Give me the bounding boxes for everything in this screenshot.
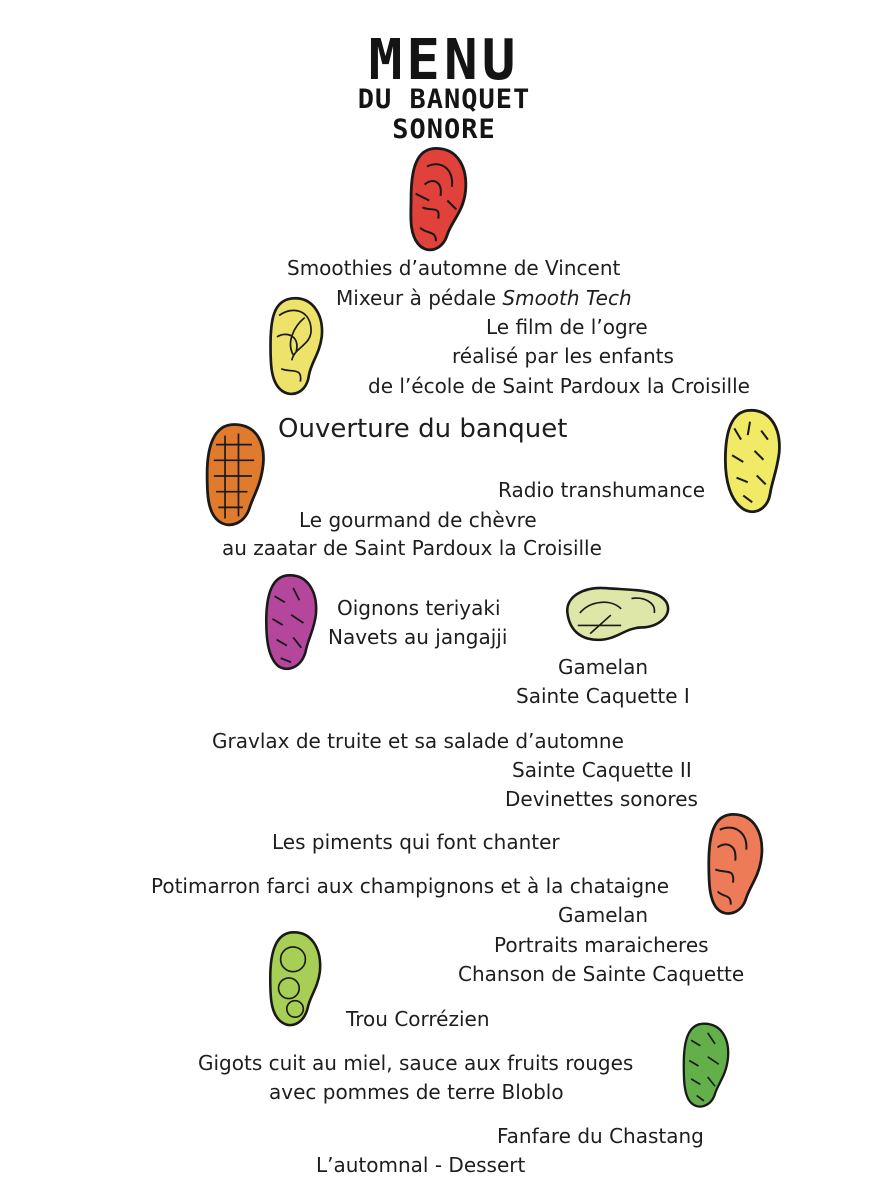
ear-shape xyxy=(725,410,779,511)
menu-item-gravlax: Gravlax de truite et sa salade d’automne xyxy=(212,729,624,753)
menu-subtitle-line-2: SONORE xyxy=(392,114,496,145)
ear-shape xyxy=(684,1024,728,1107)
ear-shape xyxy=(266,575,316,668)
ear-illustration-purple xyxy=(258,570,320,676)
menu-title: MENU xyxy=(368,28,520,93)
menu-item-gamelan-1: Gamelan xyxy=(558,655,649,679)
menu-item-film-ogre: Le film de l’ogre xyxy=(486,315,648,339)
ear-illustration-green xyxy=(676,1020,732,1112)
menu-item-piments: Les piments qui font chanter xyxy=(272,830,560,854)
menu-item-oignons: Oignons teriyaki xyxy=(337,596,501,620)
ear-illustration-light-green xyxy=(558,582,674,644)
ear-illustration-yellow-right xyxy=(716,406,784,518)
menu-item-mixeur-brand: Smooth Tech xyxy=(502,286,632,310)
menu-item-caquette-1: Sainte Caquette I xyxy=(516,684,690,708)
menu-item-ouverture: Ouverture du banquet xyxy=(278,414,568,444)
menu-item-fanfare: Fanfare du Chastang xyxy=(497,1124,704,1148)
ear-illustration-salmon xyxy=(700,808,766,922)
menu-item-caquette-2: Sainte Caquette II xyxy=(512,758,692,782)
menu-item-portraits: Portraits maraicheres xyxy=(494,933,709,957)
menu-item-mixeur xyxy=(336,286,632,310)
menu-item-film-ecole: de l’école de Saint Pardoux la Croisille xyxy=(368,374,750,398)
menu-subtitle-line-1: DU BANQUET xyxy=(357,84,531,115)
menu-item-mixeur-text: Mixeur à pédale xyxy=(336,286,503,310)
menu-item-gigots: Gigots cuit au miel, sauce aux fruits rouges xyxy=(198,1051,634,1075)
menu-item-gamelan-2: Gamelan xyxy=(558,903,649,927)
menu-item-gourmand: Le gourmand de chèvre xyxy=(299,508,537,532)
menu-item-radio: Radio transhumance xyxy=(498,478,706,502)
menu-item-film-realise: réalisé par les enfants xyxy=(452,344,674,368)
menu-item-navets: Navets au jangajji xyxy=(328,625,508,649)
menu-item-potimarron: Potimarron farci aux champignons et à la chataigne xyxy=(151,874,670,898)
ear-shape xyxy=(270,932,320,1025)
menu-item-pommes: avec pommes de terre Bloblo xyxy=(269,1080,564,1104)
ear-illustration-red xyxy=(402,143,470,258)
ear-illustration-orange xyxy=(200,420,268,532)
menu-item-smoothies: Smoothies d’automne de Vincent xyxy=(287,256,621,280)
menu-item-zaatar: au zaatar de Saint Pardoux la Croisille xyxy=(222,536,602,560)
ear-shape xyxy=(207,424,263,524)
menu-item-chanson: Chanson de Sainte Caquette xyxy=(458,962,745,986)
menu-item-trou: Trou Corrézien xyxy=(346,1007,490,1031)
ear-illustration-lime xyxy=(262,926,324,1034)
menu-item-dessert: L’automnal - Dessert xyxy=(316,1153,526,1177)
ear-shape xyxy=(567,588,668,640)
ear-illustration-yellow xyxy=(262,290,326,405)
menu-item-devinettes: Devinettes sonores xyxy=(505,787,698,811)
